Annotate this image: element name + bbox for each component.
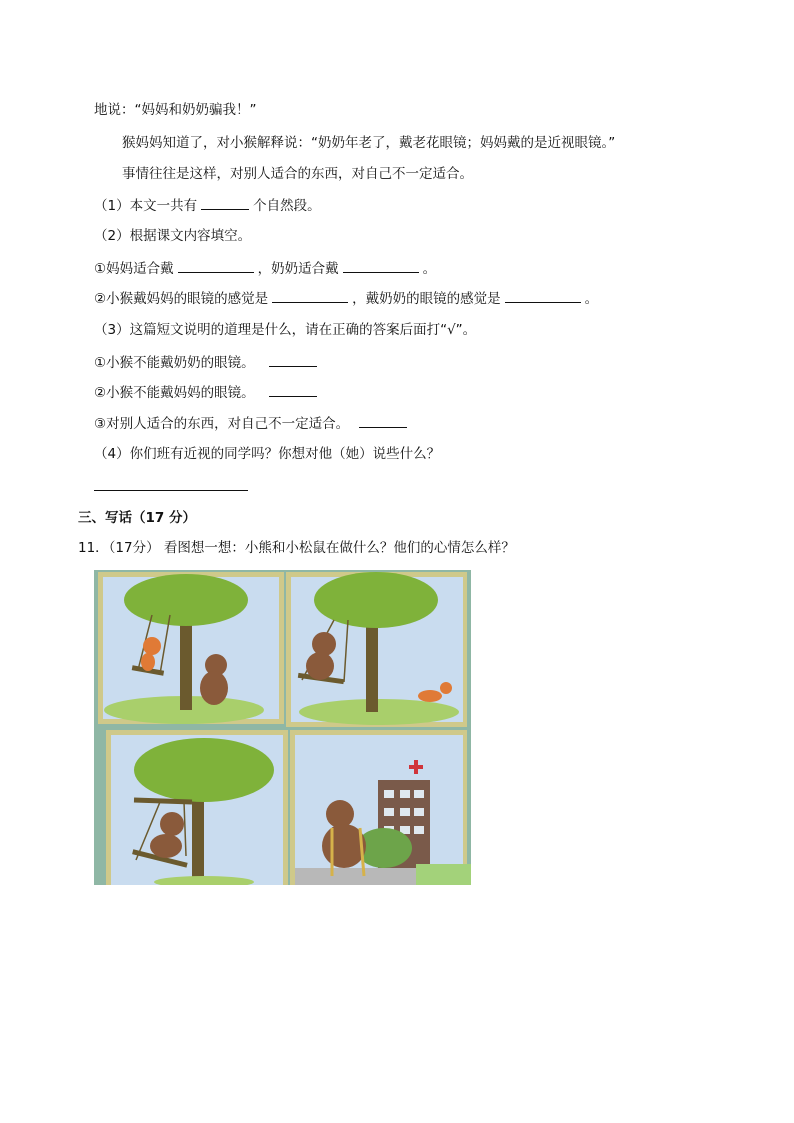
- panel-1: [98, 572, 284, 724]
- passage-line-1: 地说：“妈妈和奶奶骗我！”: [94, 102, 257, 118]
- squirrel: [143, 637, 161, 655]
- question-3b: ②小猴不能戴妈妈的眼镜。: [94, 382, 321, 403]
- question-2b: ②小猴戴妈妈的眼镜的感觉是 ，戴奶奶的眼镜的感觉是 。: [94, 288, 598, 309]
- answer-blank[interactable]: [178, 258, 254, 273]
- answer-blank[interactable]: [343, 258, 419, 273]
- passage-line-3: 事情往往是这样，对别人适合的东西，对自己不一定适合。: [122, 166, 473, 182]
- question-2: （2）根据课文内容填空。: [94, 228, 252, 244]
- panel-4: [290, 730, 471, 885]
- answer-blank[interactable]: [272, 288, 348, 303]
- question-1: （1）本文一共有 个自然段。: [94, 195, 321, 216]
- answer-blank[interactable]: [359, 413, 407, 428]
- answer-blank[interactable]: [269, 352, 317, 367]
- question-3: （3）这篇短文说明的道理是什么，请在正确的答案后面打“√”。: [94, 322, 477, 338]
- question-11: 11．（17分） 看图想一想：小熊和小松鼠在做什么？他们的心情怎么样？: [78, 540, 515, 556]
- section-heading: 三、写话（17 分）: [78, 510, 196, 526]
- panel-3: [106, 730, 288, 885]
- answer-blank[interactable]: [505, 288, 581, 303]
- passage-line-2: 猴妈妈知道了，对小猴解释说：“奶奶年老了，戴老花眼镜；妈妈戴的是近视眼镜。”: [122, 135, 616, 151]
- question-3c: ③对别人适合的东西，对自己不一定适合。: [94, 413, 411, 434]
- panel-2: [286, 572, 467, 727]
- question-4: （4）你们班有近视的同学吗？你想对他（她）说些什么？: [94, 446, 441, 462]
- answer-blank[interactable]: [201, 195, 249, 210]
- question-2a: ①妈妈适合戴 ，奶奶适合戴 。: [94, 258, 436, 279]
- question-3a: ①小猴不能戴奶奶的眼镜。: [94, 352, 321, 373]
- answer-line[interactable]: [94, 490, 248, 491]
- answer-blank[interactable]: [269, 382, 317, 397]
- story-picture: [94, 570, 471, 885]
- tree-crown: [124, 574, 248, 626]
